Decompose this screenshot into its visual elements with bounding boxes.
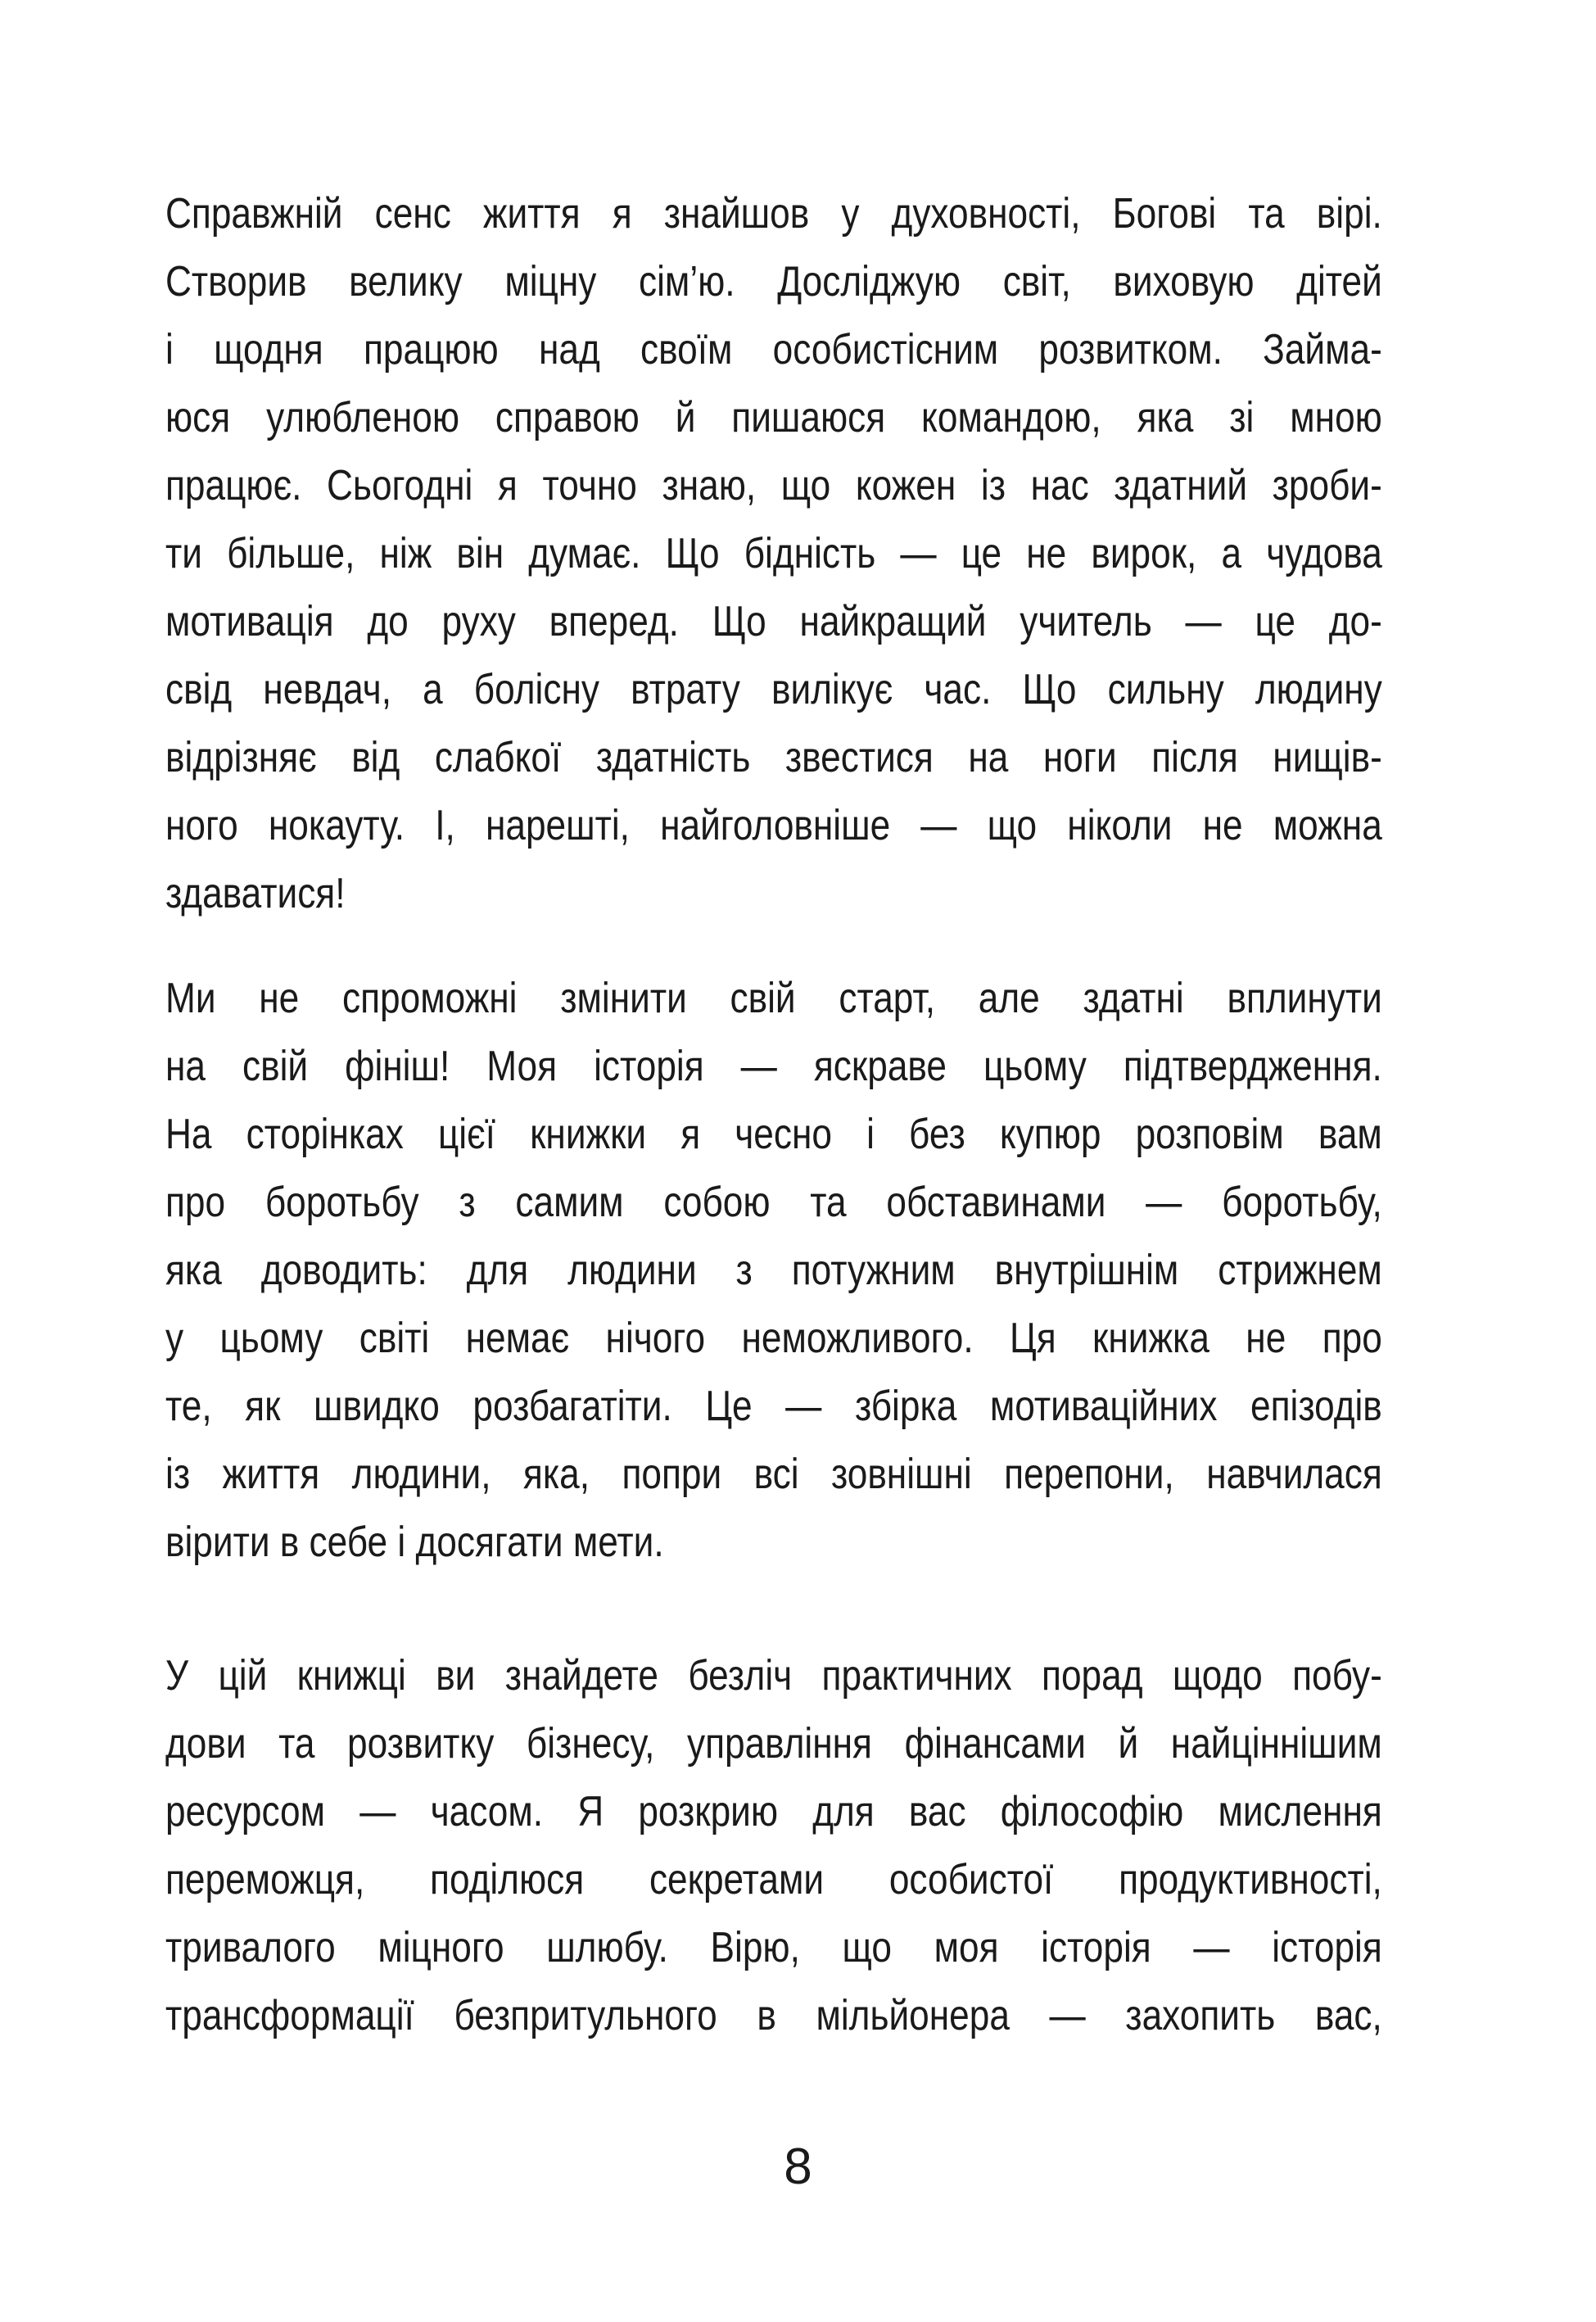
text-line: У цій книжці ви знайдете безліч практичних порад щодо побу-	[165, 1652, 1382, 1700]
text-line: працює. Сьогодні я точно знаю, що кожен із нас здатний зроби-	[165, 462, 1382, 509]
text-line: тривалого міцного шлюбу. Вірю, що моя історія — історія	[165, 1924, 1382, 1971]
text-line: На сторінках цієї книжки я чесно і без купюр розповім вам	[165, 1111, 1382, 1158]
text-line: Створив велику міцну сім’ю. Досліджую світ, виховую дітей	[165, 258, 1382, 306]
text-line: ного нокауту. І, нарешті, найголовніше — що ніколи не можна	[165, 802, 1382, 849]
text-line: про боротьбу з самим собою та обставинами — боротьбу,	[165, 1179, 1382, 1226]
text-line: Справжній сенс життя я знайшов у духовності, Богові та вірі.	[165, 190, 1382, 238]
text-line: те, як швидко розбагатіти. Це — збірка мотиваційних епізодів	[165, 1383, 1382, 1430]
text-line: дови та розвитку бізнесу, управління фінансами й найціннішим	[165, 1720, 1382, 1768]
text-line: мотивація до руху вперед. Що найкращий учитель — це до-	[165, 598, 1382, 645]
text-line: і щодня працюю над своїм особистісним розвитком. Займа-	[165, 326, 1382, 373]
paragraph-2	[165, 965, 1382, 1577]
text-line: ресурсом — часом. Я розкрию для вас філософію мислення	[165, 1788, 1382, 1835]
text-line: юся улюбленою справою й пишаюся командою, яка зі мною	[165, 394, 1382, 441]
paragraph-3	[165, 1642, 1382, 2050]
text-line: ти більше, ніж він думає. Що бідність — це не вирок, а чудова	[165, 530, 1382, 577]
text-line: із життя людини, яка, попри всі зовнішні перепони, навчилася	[165, 1451, 1382, 1498]
text-line: Ми не спроможні змінити свій старт, але здатні вплинути	[165, 975, 1382, 1022]
text-line: у цьому світі немає нічого неможливого. Ця книжка не про	[165, 1315, 1382, 1362]
paragraph-1	[165, 180, 1382, 928]
text-line: яка доводить: для людини з потужним внутрішнім стрижнем	[165, 1247, 1382, 1294]
text-line: вірити в себе і досягати мети.	[165, 1519, 664, 1566]
text-line: здаватися!	[165, 870, 346, 917]
text-line: переможця, поділюся секретами особистої продуктивності,	[165, 1856, 1382, 1903]
text-line: свід невдач, а болісну втрату вилікує час. Що сильну людину	[165, 666, 1382, 713]
page-number: 8	[784, 2139, 812, 2195]
text-line: трансформації безпритульного в мільйонера — захопить вас,	[165, 1992, 1382, 2039]
text-line: відрізняє від слабкої здатність звестися на ноги після нищів-	[165, 734, 1382, 781]
text-line: на свій фініш! Моя історія — яскраве цьому підтвердження.	[165, 1043, 1382, 1090]
